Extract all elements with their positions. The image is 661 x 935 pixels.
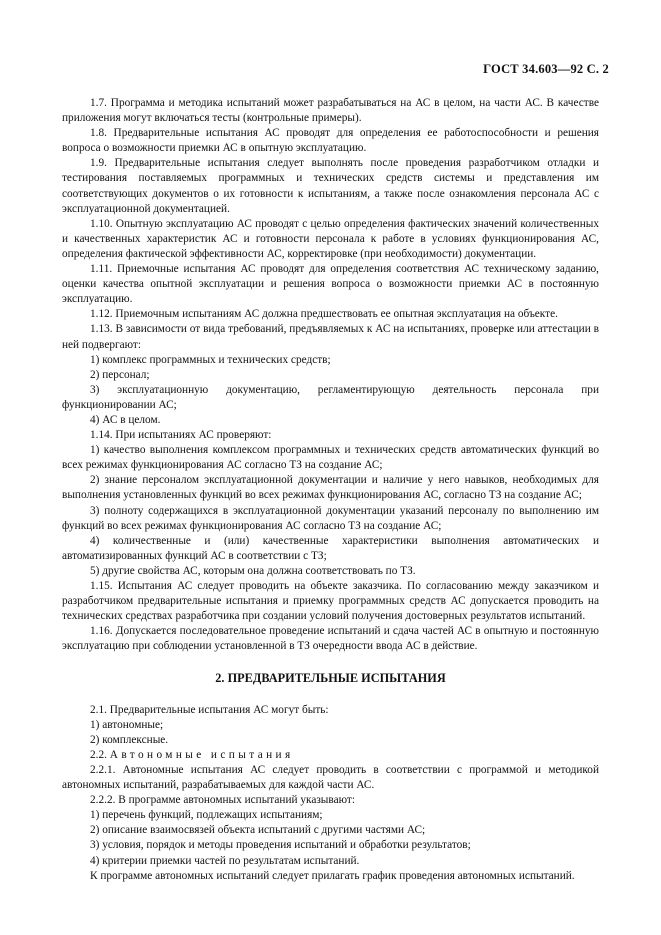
page-header: ГОСТ 34.603—92 С. 2	[483, 62, 609, 76]
paragraph-1-7: 1.7. Программа и методика испытаний может разрабатываться на АС в целом, на части АС. В качестве приложения могут включаться тесты (контрольные примеры).	[62, 97, 599, 125]
list-item: 2) знание персоналом эксплуатационной документации и наличие у него навыков, необходимых для выполнения установленных функций во всех режимах функционирования АС, согласно ТЗ на создание АС;	[62, 474, 599, 502]
list-item: 5) другие свойства АС, которым она должна соответствовать по ТЗ.	[90, 564, 416, 577]
list-item: 2) описание взаимосвязей объекта испытаний с другими частями АС;	[90, 824, 426, 837]
paragraph-1-13: 1.13. В зависимости от вида требований, предъявляемых к АС на испытаниях, проверке или аттестации в ней подвергают:	[62, 323, 599, 351]
list-item: 1) перечень функций, подлежащих испытаниям;	[90, 809, 323, 822]
subsection-heading	[62, 748, 599, 763]
list-item: 4) АС в целом.	[90, 413, 161, 426]
subsection-title: Автономные испытания	[109, 748, 294, 761]
paragraph-1-10: 1.10. Опытную эксплуатацию АС проводят с целью определения фактических значений количественных и качественных характеристик АС и готовности персонала к работе в условиях функционирования АС, определения фактической эффективности АС, корректировке (при необходимости) документации.	[62, 217, 599, 260]
paragraph-2-2-2: 2.2.2. В программе автономных испытаний указывают:	[90, 794, 355, 807]
list-item: 3) эксплуатационную документацию, регламентирующую деятельность персонала при функционировании АС;	[62, 383, 599, 411]
list-item: 4) критерии приемки частей по результатам испытаний.	[90, 854, 360, 867]
paragraph-1-8: 1.8. Предварительные испытания АС проводят для определения ее работоспособности и решения вопроса о возможности приемки АС в опытную эксплуатацию.	[62, 127, 599, 155]
subsection-number: 2.2.	[90, 748, 107, 761]
list-item: 1) автономные;	[90, 718, 164, 731]
paragraph-2-1: 2.1. Предварительные испытания АС могут быть:	[90, 703, 329, 716]
paragraph-1-11: 1.11. Приемочные испытания АС проводят для определения соответствия АС техническому заданию, оценки качества опытной эксплуатации и решения вопроса о возможности приемки АС в постоянную эксплуатацию.	[62, 263, 599, 306]
list-item: 4) количественные и (или) качественные характеристики выполнения автоматических и автоматизированных функций АС в соответствии с ТЗ;	[62, 534, 599, 562]
paragraph-1-12: 1.12. Приемочным испытаниям АС должна предшествовать ее опытная эксплуатация на объекте.	[90, 308, 558, 321]
paragraph-2-2-1: 2.2.1. Автономные испытания АС следует проводить в соответствии с программой и методикой автономных испытаний, разрабатываемых для каждой части АС.	[62, 763, 599, 792]
list-item: 3) полноту содержащихся в эксплуатационной документации указаний персоналу по выполнению им функций во всех режимах функционирования АС согласно ТЗ на создание АС;	[62, 504, 599, 532]
list-item: 1) комплекс программных и технических средств;	[90, 353, 331, 366]
section-heading: 2. ПРЕДВАРИТЕЛЬНЫЕ ИСПЫТАНИЯ	[215, 671, 446, 686]
paragraph-1-14: 1.14. При испытаниях АС проверяют:	[90, 429, 272, 442]
list-item: 2) персонал;	[90, 368, 150, 381]
paragraph-final: К программе автономных испытаний следует прилагать график проведения автономных испытаний.	[90, 869, 575, 882]
list-item: 3) условия, порядок и методы проведения испытаний и обработки результатов;	[90, 839, 471, 852]
list-item: 1) качество выполнения комплексом программных и технических средств автоматических функций во всех режимах функционирования АС согласно ТЗ на создание АС;	[62, 444, 599, 472]
list-item: 2) комплексные.	[90, 733, 169, 746]
paragraph-1-9: 1.9. Предварительные испытания следует выполнять после проведения разработчиком отладки и тестирования поставляемых программных и технических средств системы и представления им соответствующих документов о их готовности к испытаниям, а также после ознакомления персонала АС с эксплуатационной документацией.	[62, 157, 599, 215]
paragraph-1-15: 1.15. Испытания АС следует проводить на объекте заказчика. По согласованию между заказчиком и разработчиком предварительные испытания и приемку программных средств АС допускается проводить на технических средствах разработчика при создании условий получения достоверных результатов испытаний.	[62, 580, 599, 623]
document-body	[62, 96, 599, 884]
paragraph-1-16: 1.16. Допускается последовательное проведение испытаний и сдача частей АС в опытную и постоянную эксплуатацию при соблюдении установленной в ТЗ очередности ввода АС в действие.	[62, 625, 599, 653]
